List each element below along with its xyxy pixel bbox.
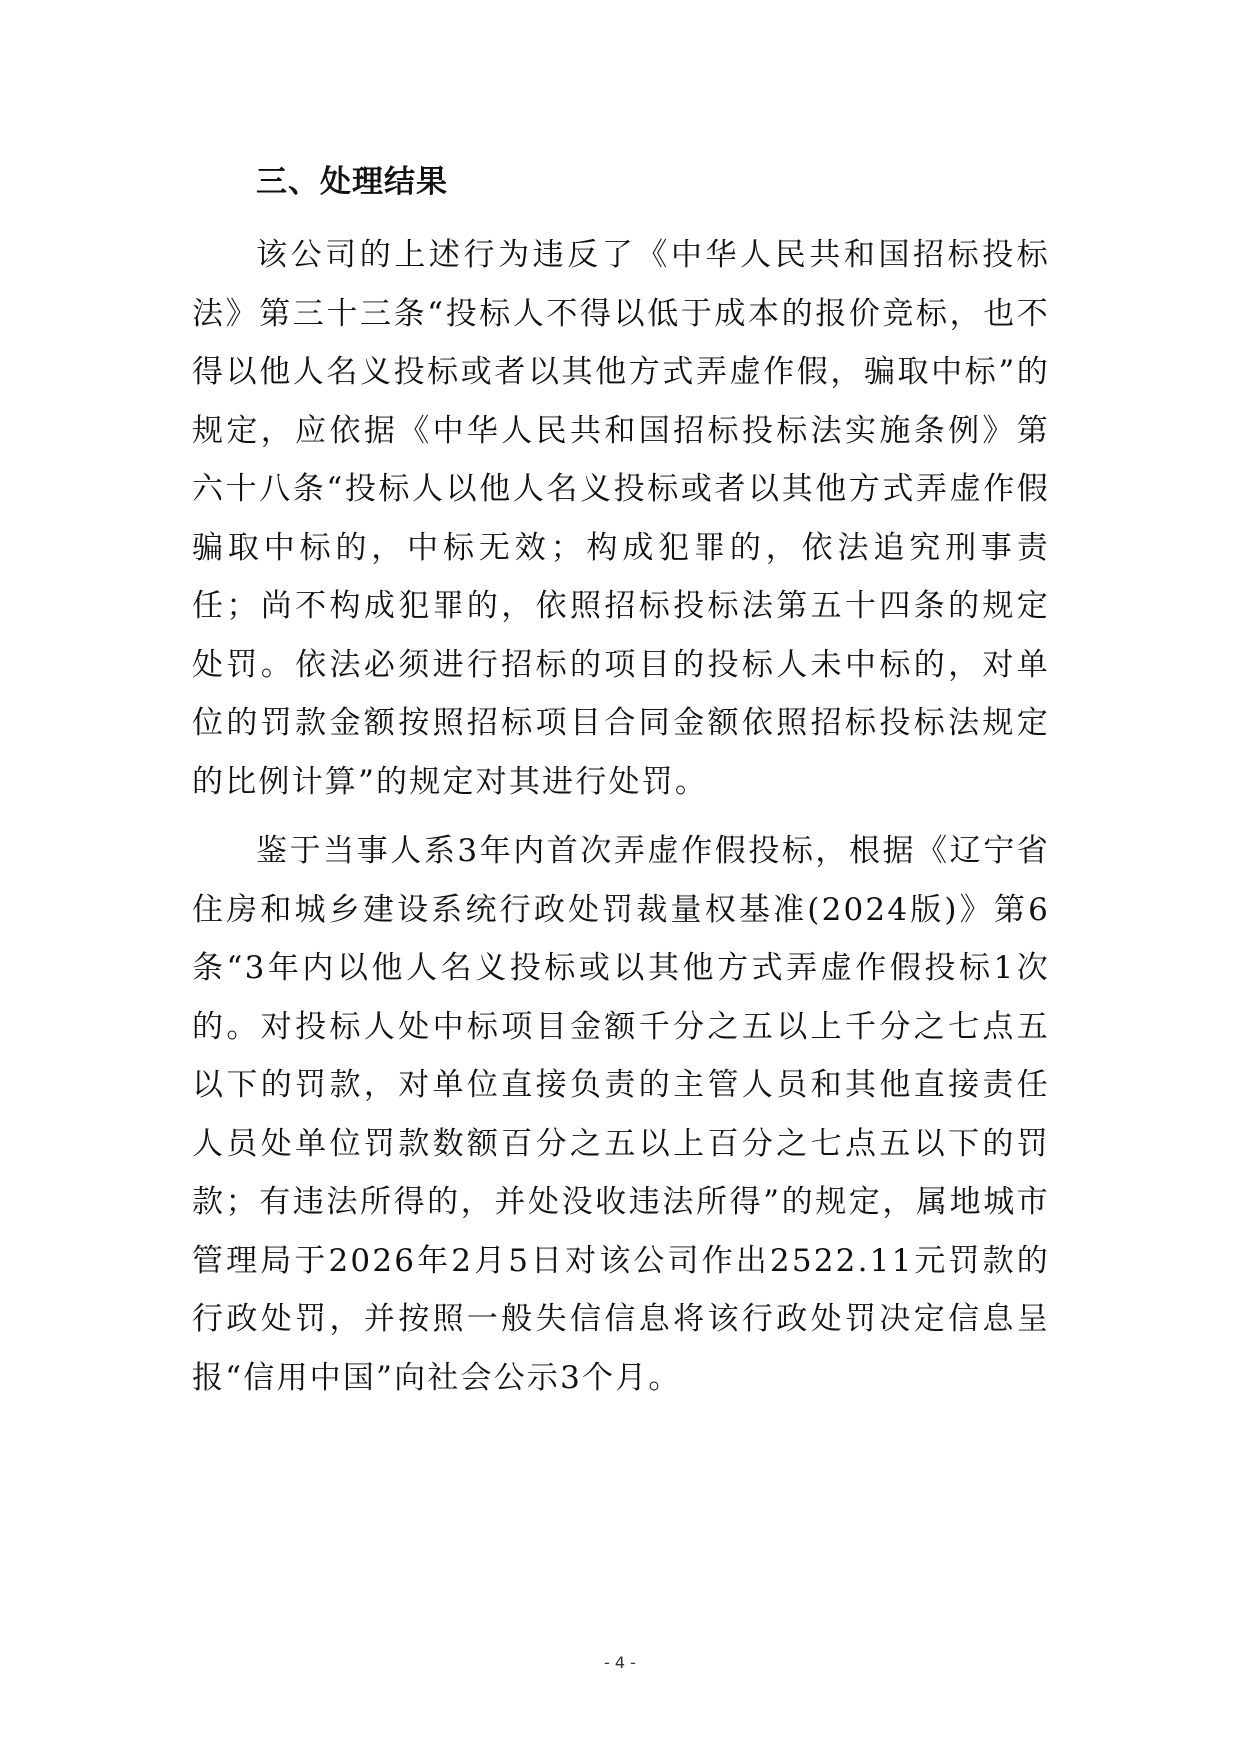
section-heading: 三、处理结果 [256, 164, 448, 200]
paragraph-penalty: 鉴于当事人系3年内首次弄虚作假投标，根据《辽宁省住房和城乡建设系统行政处罚裁量权基准(2024版)》第6条“3年内以他人名义投标或以其他方式弄虚作假投标1次的。对投标人处中标项目金额千分之五以上千分之七点五以下的罚款，对单位直接负责的主管人员和其他直接责任人员处单位罚款数额百分之五以上百分之七点五以下的罚款；有违法所得的，并处没收违法所得”的规定，属地城市管理局于2026年2月5日对该公司作出2522.11元罚款的行政处罚，并按照一般失信信息将该行政处罚决定信息呈报“信用中国”向社会公示3个月。 [192, 833, 1050, 1396]
paragraph-violation: 该公司的上述行为违反了《中华人民共和国招标投标法》第三十三条“投标人不得以低于成本的报价竞标，也不得以他人名义投标或者以其他方式弄虚作假，骗取中标”的规定，应依据《中华人民共和国招标投标法实施条例》第六十八条“投标人以他人名义投标或者以其他方式弄虚作假骗取中标的，中标无效；构成犯罪的，依法追究刑事责任；尚不构成犯罪的，依照招标投标法第五十四条的规定处罚。依法必须进行招标的项目的投标人未中标的，对单位的罚款金额按照招标项目合同金额依照招标投标法规定的比例计算”的规定对其进行处罚。 [192, 237, 1050, 800]
page-number: - 4 - [604, 1653, 636, 1672]
